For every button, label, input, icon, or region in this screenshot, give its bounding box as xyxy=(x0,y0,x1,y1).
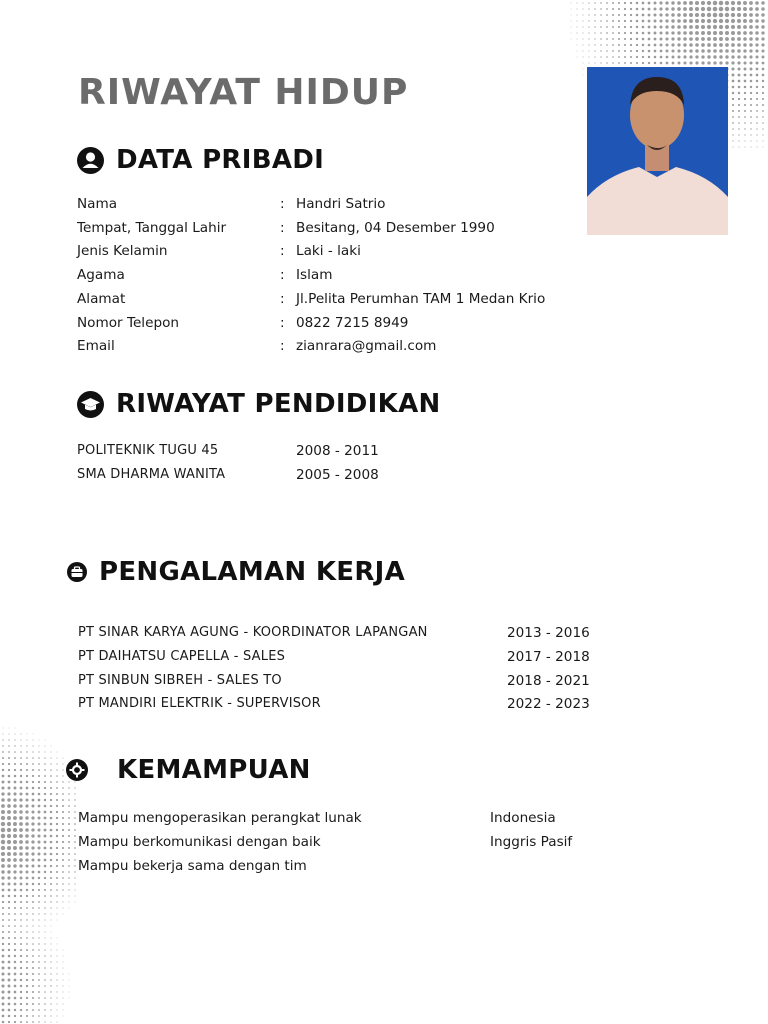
job-years: 2018 - 2021 xyxy=(507,672,590,689)
field-separator: : xyxy=(280,267,285,284)
field-value: 0822 7215 8949 xyxy=(296,314,409,331)
job-title: PT SINAR KARYA AGUNG - KOORDINATOR LAPANGAN xyxy=(78,625,428,640)
job-years: 2022 - 2023 xyxy=(507,696,590,713)
section-data-pribadi xyxy=(77,145,324,175)
user-icon xyxy=(77,147,104,174)
language-item: Indonesia xyxy=(490,810,556,826)
skill-item: Mampu berkomunikasi dengan baik xyxy=(78,834,321,850)
language-item: Inggris Pasif xyxy=(490,834,573,850)
briefcase-icon xyxy=(67,559,87,586)
education-school: SMA DHARMA WANITA xyxy=(77,467,226,482)
field-separator: : xyxy=(280,243,285,260)
skill-item: Mampu bekerja sama dengan tim xyxy=(78,858,307,874)
section-title: KEMAMPUAN xyxy=(117,755,311,785)
field-label: Tempat, Tanggal Lahir xyxy=(77,219,227,236)
job-years: 2013 - 2016 xyxy=(507,625,590,641)
job-years: 2017 - 2018 xyxy=(507,648,590,665)
field-label: Jenis Kelamin xyxy=(77,243,168,260)
page-title: RIWAYAT HIDUP xyxy=(78,72,409,113)
field-label: Email xyxy=(77,338,115,355)
gear-icon xyxy=(65,757,89,784)
field-value: Islam xyxy=(296,267,333,284)
section-kemampuan xyxy=(65,755,311,785)
field-value: Besitang, 04 Desember 1990 xyxy=(296,219,495,236)
field-label: Agama xyxy=(77,267,125,284)
field-value: Handri Satrio xyxy=(296,196,386,212)
section-title: RIWAYAT PENDIDIKAN xyxy=(116,389,441,419)
field-separator: : xyxy=(280,219,285,236)
skill-item: Mampu mengoperasikan perangkat lunak xyxy=(78,810,362,826)
section-riwayat-pendidikan xyxy=(77,389,441,419)
education-years: 2005 - 2008 xyxy=(296,467,379,483)
job-title: PT DAIHATSU CAPELLA - SALES xyxy=(78,648,286,664)
job-title: PT MANDIRI ELEKTRIK - SUPERVISOR xyxy=(78,696,321,712)
field-separator: : xyxy=(280,338,285,355)
profile-photo xyxy=(587,67,728,235)
field-value: Laki - laki xyxy=(296,243,361,260)
graduation-cap-icon xyxy=(77,391,104,418)
field-value: Jl.Pelita Perumhan TAM 1 Medan Krio xyxy=(296,290,546,307)
education-years: 2008 - 2011 xyxy=(296,443,379,459)
field-label: Nomor Telepon xyxy=(77,314,180,331)
education-school: POLITEKNIK TUGU 45 xyxy=(77,443,219,458)
field-separator: : xyxy=(280,290,285,307)
field-label: Alamat xyxy=(77,290,126,307)
field-separator: : xyxy=(280,314,285,331)
field-value: zianrara@gmail.com xyxy=(296,338,437,355)
section-title: PENGALAMAN KERJA xyxy=(99,557,406,587)
field-separator: : xyxy=(280,196,285,212)
section-pengalaman-kerja xyxy=(67,557,405,587)
job-title: PT SINBUN SIBREH - SALES TO xyxy=(78,672,282,688)
section-title: DATA PRIBADI xyxy=(116,145,325,175)
field-label: Nama xyxy=(77,196,118,212)
